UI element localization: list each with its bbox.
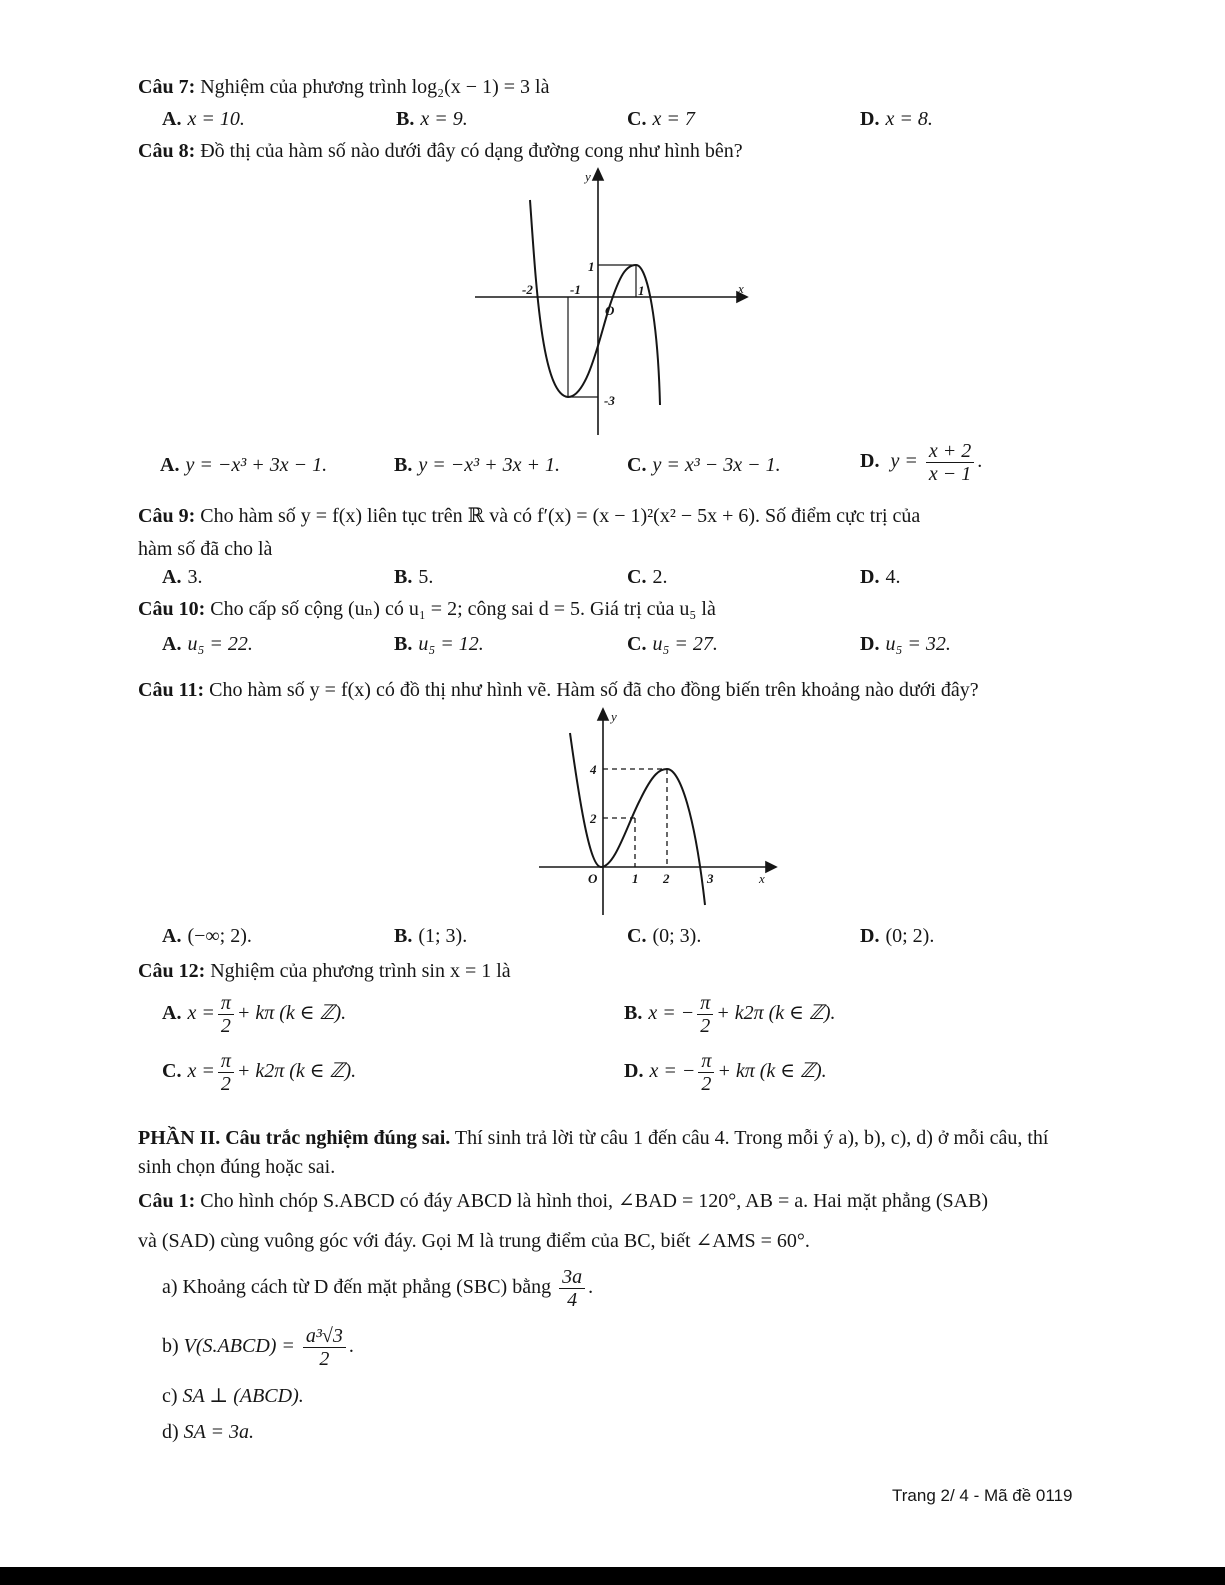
option-a[interactable]: A. x = $\frac{\pi}{2}$ + kπ (k ∈ ℤ). xyxy=(162,992,347,1037)
question-label: Câu 7: xyxy=(138,76,196,98)
question-12 xyxy=(138,960,511,983)
option-c[interactable]: C. y = x³ − 3x − 1. xyxy=(627,454,781,476)
part-2-title: PHẦN II. Câu trắc nghiệm đúng sai. xyxy=(138,1127,451,1149)
option-b[interactable]: B. u₅ = 12. xyxy=(394,633,484,655)
option-b[interactable]: B. y = −x³ + 3x + 1. xyxy=(394,454,560,476)
y-label: y xyxy=(585,169,591,184)
statement-b[interactable]: b) V(S.ABCD) = $\frac{\text{a³√3}}{2}$ . xyxy=(162,1325,354,1370)
option-c[interactable]: C. 2. xyxy=(627,566,668,588)
option-b[interactable]: B. x = 9. xyxy=(396,108,468,130)
statement-c[interactable]: c) SA ⊥ (ABCD). xyxy=(162,1385,304,1407)
cubic-graph-figure xyxy=(470,165,760,440)
function-graph-figure xyxy=(535,705,785,920)
part-2-question-1 xyxy=(138,1190,988,1213)
option-a[interactable]: A. y = −x³ + 3x − 1. xyxy=(160,454,328,476)
fraction: $\frac{3a}{4}$ xyxy=(559,1266,585,1311)
question-label: Câu 1: xyxy=(138,1190,196,1212)
option-c[interactable]: C. (0; 3). xyxy=(627,925,702,947)
option-a[interactable]: A. u₅ = 22. xyxy=(162,633,253,655)
option-b[interactable]: B. (1; 3). xyxy=(394,925,468,947)
question-text: Cho hàm số y = f(x) liên tục trên ℝ và có f′(x) = (x − 1)²(x² − 5x + 6). Số điểm cực trị của xyxy=(200,505,921,527)
option-c[interactable]: C. x = 7 xyxy=(627,108,695,130)
tick-neg1: -1 xyxy=(570,282,581,297)
x-arrow xyxy=(766,862,776,872)
option-d[interactable]: D. 4. xyxy=(860,566,901,588)
question-11 xyxy=(138,679,979,702)
question-text: Cho hình chóp S.ABCD có đáy ABCD là hình thoi, ∠BAD = 120°, AB = a. Hai mặt phẳng (SAB) xyxy=(200,1190,989,1212)
fraction: $\frac{\pi}{2}$ xyxy=(698,1050,714,1095)
tick-x1: 1 xyxy=(638,283,645,298)
bottom-edge-bar xyxy=(0,1567,1225,1585)
y-arrow xyxy=(598,709,608,720)
part-2-header xyxy=(138,1124,1083,1182)
tick-neg3: -3 xyxy=(604,393,615,408)
question-label: Câu 8: xyxy=(138,140,196,162)
curve xyxy=(530,200,660,405)
option-c[interactable]: C. x = $\frac{\pi}{2}$ + k2π (k ∈ ℤ). xyxy=(162,1050,357,1095)
question-9-continued: hàm số đã cho là xyxy=(138,538,273,560)
option-a[interactable]: A. 3. xyxy=(162,566,203,588)
option-d[interactable]: D. y = $\frac{x + 2}{x - 1}$ . xyxy=(860,440,983,485)
x-label: x xyxy=(759,871,765,886)
question-text: Cho hàm số y = f(x) có đồ thị như hình vẽ. Hàm số đã cho đồng biến trên khoảng nào dưới đây? xyxy=(209,679,979,701)
option-d[interactable]: D. x = 8. xyxy=(860,108,933,130)
origin-label: O xyxy=(588,871,598,886)
option-a[interactable]: A. (−∞; 2). xyxy=(162,925,252,947)
question-text: Cho cấp số cộng (uₙ) có u₁ = 2; công sai d = 5. Giá trị của u₅ là xyxy=(210,598,716,620)
question-8 xyxy=(138,140,743,163)
tick-y1: 1 xyxy=(588,259,595,274)
option-b[interactable]: B. x = − $\frac{\pi}{2}$ + k2π (k ∈ ℤ). xyxy=(624,992,836,1037)
question-label: Câu 10: xyxy=(138,598,206,620)
y-label: y xyxy=(611,709,617,724)
y-arrow xyxy=(593,169,603,180)
tick-x2: 2 xyxy=(663,871,670,886)
option-d[interactable]: D. (0; 2). xyxy=(860,925,935,947)
question-label: Câu 11: xyxy=(138,679,205,701)
fraction: $\frac{x + 2}{x - 1}$ xyxy=(926,440,974,485)
page-footer: Trang 2/ 4 - Mã đề 0119 xyxy=(892,1486,1073,1505)
question-text-continued: và (SAD) cùng vuông góc với đáy. Gọi M là trung điểm của BC, biết ∠AMS = 60°. xyxy=(138,1230,810,1252)
option-a[interactable]: A. x = 10. xyxy=(162,108,245,130)
tick-y2: 2 xyxy=(590,811,597,826)
x-label: x xyxy=(738,281,744,296)
option-d[interactable]: D. x = − $\frac{\pi}{2}$ + kπ (k ∈ ℤ). xyxy=(624,1050,827,1095)
question-9 xyxy=(138,505,920,528)
tick-x1: 1 xyxy=(632,871,639,886)
question-10 xyxy=(138,598,716,621)
part-2-instructions: Thí sinh trả lời từ câu 1 đến câu 4. Trong mỗi ý a), b), c), d) ở mỗi câu, thí sinh chọn đúng hoặc sai. xyxy=(138,1127,1049,1178)
fraction: $\frac{\pi}{2}$ xyxy=(218,992,234,1037)
fraction: $\frac{\pi}{2}$ xyxy=(218,1050,234,1095)
statement-d[interactable]: d) SA = 3a. xyxy=(162,1421,255,1443)
option-d[interactable]: D. u₅ = 32. xyxy=(860,633,951,655)
option-b[interactable]: B. 5. xyxy=(394,566,434,588)
question-text: Đồ thị của hàm số nào dưới đây có dạng đường cong như hình bên? xyxy=(200,140,743,162)
question-text: Nghiệm của phương trình log₂(x − 1) = 3 là xyxy=(200,76,550,98)
question-label: Câu 12: xyxy=(138,960,206,982)
statement-a[interactable]: a) Khoảng cách từ D đến mặt phẳng (SBC) bằng $\frac{3a}{4}$ . xyxy=(162,1266,594,1311)
question-7 xyxy=(138,76,549,99)
tick-y4: 4 xyxy=(590,762,597,777)
fraction: $\frac{\pi}{2}$ xyxy=(697,992,713,1037)
origin-label: O xyxy=(605,303,615,318)
fraction: $\frac{\text{a³√3}}{2}$ xyxy=(303,1325,346,1370)
question-text: Nghiệm của phương trình sin x = 1 là xyxy=(210,960,511,982)
question-label: Câu 9: xyxy=(138,505,196,527)
tick-x3: 3 xyxy=(707,871,714,886)
option-c[interactable]: C. u₅ = 27. xyxy=(627,633,718,655)
tick-neg2: -2 xyxy=(522,282,533,297)
